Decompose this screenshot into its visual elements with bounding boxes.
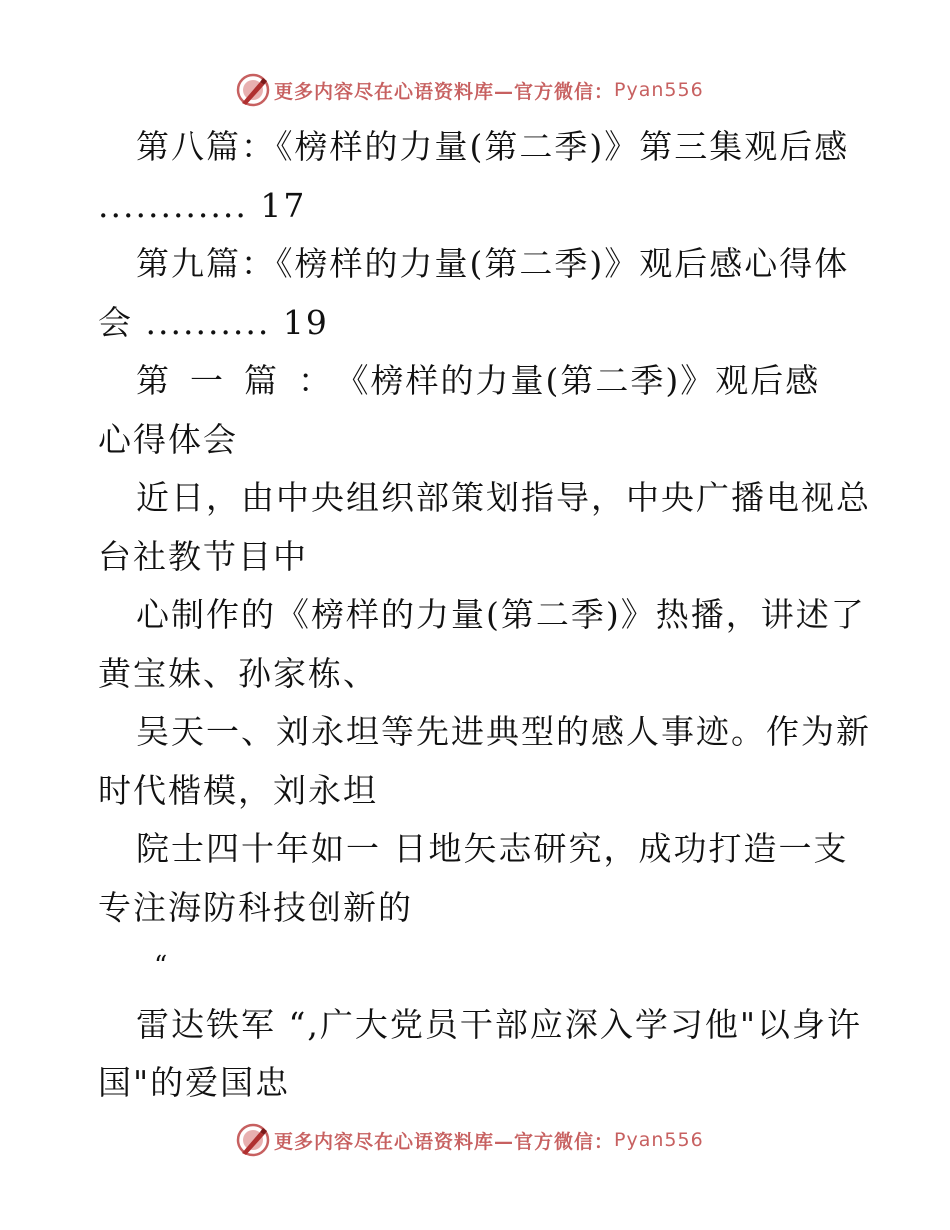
toc-entry-8-title: 第八篇：《榜样的力量(第二季)》第三集观后感	[136, 127, 850, 166]
paragraph-line: 台社教节目中	[98, 536, 308, 576]
paragraph-line: 院士四十年如一 日地矢志研究，成功打造一支	[136, 829, 849, 868]
paragraph-line: 专注海防科技创新的	[98, 887, 413, 927]
document-body	[98, 118, 871, 1113]
watermark-wechat-id: Pyan556	[614, 79, 704, 101]
toc-entry-9-page: 会 .......... 19	[98, 302, 329, 342]
section-heading-label: 第一篇：	[136, 361, 352, 400]
paragraph-line: 国"的爱国忠	[98, 1063, 291, 1102]
watermark-text: 更多内容尽在心语资料库—官方微信：	[274, 1130, 615, 1153]
footer-watermark	[236, 1122, 704, 1158]
watermark-text: 更多内容尽在心语资料库—官方微信：	[274, 80, 615, 103]
paragraph-line: 时代楷模，刘永坦	[98, 770, 378, 810]
paragraph-line: 黄宝妹、孙家栋、	[98, 653, 378, 693]
section-heading-continued: 心得体会	[98, 419, 238, 459]
paragraph-line: 吴天一、刘永坦等先进典型的感人事迹。作为新	[136, 712, 871, 751]
quote-mark-line: “	[154, 951, 170, 981]
section-heading-title: 《榜样的力量(第二季)》观后感	[352, 361, 821, 400]
toc-entry-8-page: ............ 17	[98, 185, 307, 225]
paragraph-line: 近日，由中央组织部策划指导，中央广播电视总	[136, 478, 871, 517]
pen-logo-icon	[236, 73, 270, 107]
paragraph-line: 雷达铁军 “,广大党员干部应深入学习他"以身许	[136, 1004, 863, 1044]
watermark-wechat-id: Pyan556	[614, 1129, 704, 1151]
section-heading-1	[98, 352, 858, 411]
header-watermark	[236, 72, 704, 108]
toc-entry-9-title: 第九篇：《榜样的力量(第二季)》观后感心得体	[136, 244, 850, 283]
pen-logo-icon	[236, 1123, 270, 1157]
paragraph-line: 心制作的《榜样的力量(第二季)》热播，讲述了	[136, 595, 866, 634]
